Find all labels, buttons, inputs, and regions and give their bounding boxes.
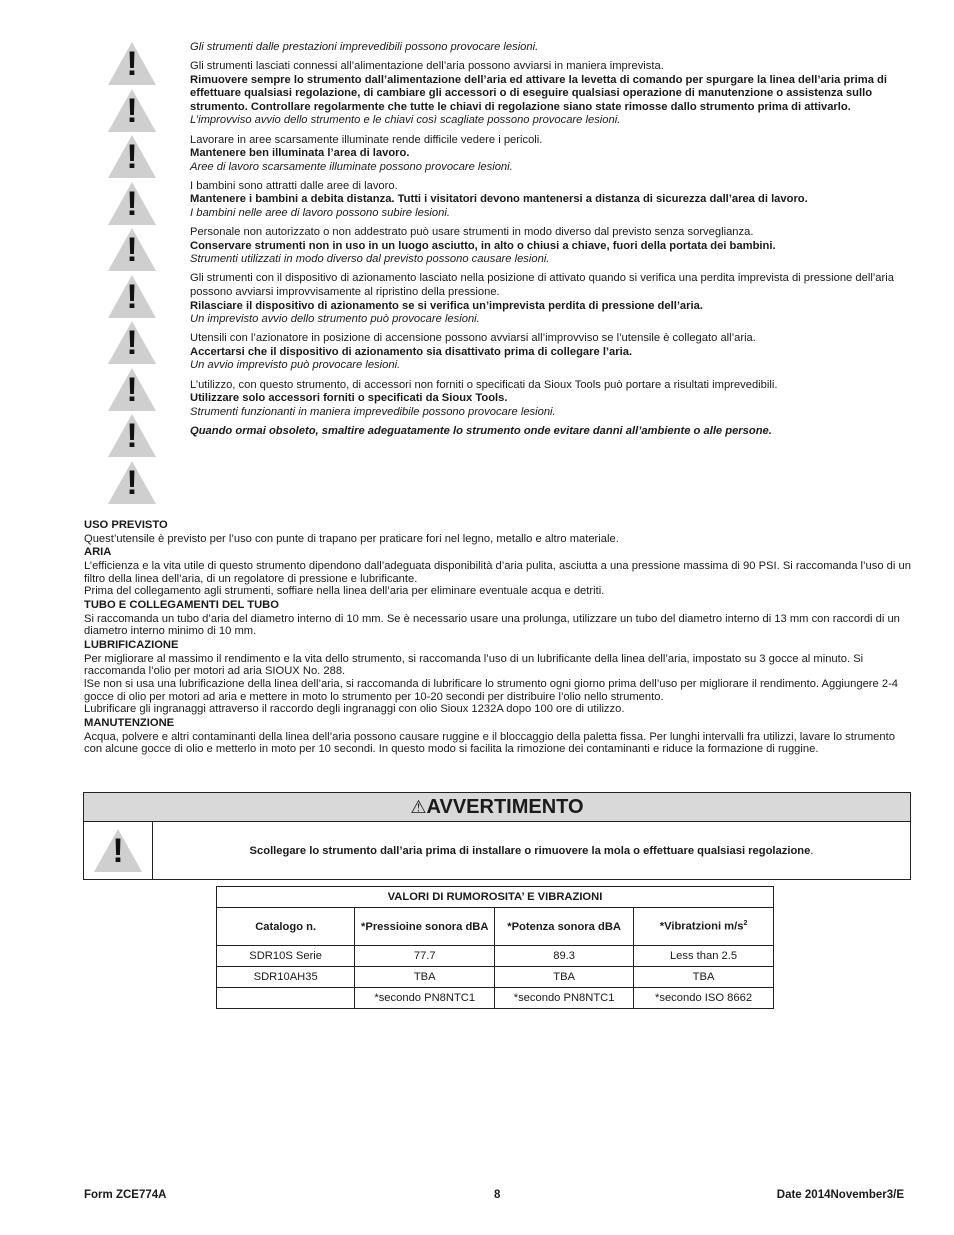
section-paragraph: lSe non si usa una lubrificazione della linea dell’aria, si raccomanda di lubrificare lo strumento ogni giorno prima dell’uso per migliorare il rendimento. Aggiungere 2-4 gocce di olio per motori ad aria e mettere in moto lo strumento per 10-20 secondi per distribuire l’olio nello strumento. — [84, 677, 899, 703]
section-paragraph: Quest’utensile è previsto per l’uso con punte di trapano per praticare fori nel legno, metallo e altro materiale. — [84, 532, 619, 545]
table-header: *Pressioine sonora dBA — [355, 908, 495, 946]
warning-exclamation-icon: ! — [94, 829, 142, 872]
safety-consequence: L’improvviso avvio dello strumento e le chiavi così scagliate possono provocare lesioni. — [190, 114, 621, 127]
warning-exclamation-icon: ! — [108, 135, 156, 178]
table-cell: 89.3 — [495, 946, 634, 967]
noise-vibration-table — [216, 886, 774, 1009]
table-cell: TBA — [495, 967, 634, 988]
table-cell: SDR10S Serie — [217, 946, 355, 967]
table-cell: *secondo PN8NTC1 — [355, 988, 495, 1009]
table-title: VALORI DI RUMOROSITA’ E VIBRAZIONI — [217, 887, 774, 908]
warning-exclamation-icon: ! — [108, 89, 156, 132]
safety-instruction: Mantenere i bambini a debita distanza. Tutti i visitatori devono mantenersi a distanza di sicurezza dall’area di lavoro. — [190, 193, 808, 206]
safety-block — [190, 332, 920, 373]
safety-instruction: Conservare strumenti non in uso in un luogo asciutto, in alto o chiusi a chiave, fuori della portata dei bambini. — [190, 239, 776, 252]
table-cell: SDR10AH35 — [217, 967, 355, 988]
section-paragraph: Lubrificare gli ingranaggi attraverso il raccordo degli ingranaggi con olio Sioux 1232A dopo 100 ore di utilizzo. — [84, 703, 625, 716]
usage-sections — [84, 518, 912, 756]
table-cell: TBA — [355, 967, 495, 988]
section-heading: USO PREVISTO — [84, 519, 168, 531]
safety-hazard: Utensili con l’azionatore in posizione di accensione possono avviarsi all’improvviso se l’utensile è collegato all’aria. — [190, 332, 756, 345]
table-cell: 77.7 — [355, 946, 495, 967]
safety-block — [190, 272, 920, 326]
warning-exclamation-icon: ! — [108, 275, 156, 318]
warning-box — [83, 792, 911, 880]
safety-instruction: Accertarsi che il dispositivo di azionamento sia disattivato prima di collegare l’aria. — [190, 345, 633, 358]
safety-warnings — [190, 41, 920, 444]
safety-hazard: Quando ormai obsoleto, smaltire adeguatamente lo strumento onde evitare danni all’ambiente o alle persone. — [190, 424, 772, 437]
safety-block — [190, 425, 920, 439]
table-cell: *secondo PN8NTC1 — [495, 988, 634, 1009]
warning-exclamation-icon: ! — [108, 368, 156, 411]
warning-exclamation-icon: ! — [108, 414, 156, 457]
safety-instruction: Rimuovere sempre lo strumento dall’alimentazione dell’aria ed attivare la levetta di comando per spurgare la linea dell’aria prima di effettuare qualsiasi regolazione, di cambiare gli accessori o di eseguire qualsiasi operazione di manutenzione o assistenza sullo strumento. Controllare regolarmente che tutte le chiavi di regolazione siano state rimosse dallo strumento prima di attivarlo. — [190, 73, 887, 113]
table-header: *Potenza sonora dBA — [495, 908, 634, 946]
warning-exclamation-icon: ! — [108, 182, 156, 225]
safety-instruction: Rilasciare il dispositivo di azionamento se si verifica un’imprevista perdita di pressione dell’aria. — [190, 299, 703, 312]
safety-block — [190, 134, 920, 175]
warning-exclamation-icon: ! — [108, 321, 156, 364]
safety-consequence: I bambini nelle aree di lavoro possono subire lesioni. — [190, 207, 450, 220]
table-row — [217, 967, 774, 988]
section-paragraph: Prima del collegamento agli strumenti, soffiare nella linea dell’aria per eliminare eventuale acqua e detriti. — [84, 585, 605, 598]
safety-block — [190, 41, 920, 55]
safety-hazard: L’utilizzo, con questo strumento, di accessori non forniti o specificati da Sioux Tools può portare a risultati imprevedibili. — [190, 378, 778, 391]
table-cell: Less than 2.5 — [634, 946, 774, 967]
safety-hazard: I bambini sono attratti dalle aree di lavoro. — [190, 179, 398, 192]
warning-exclamation-icon: ! — [108, 228, 156, 271]
section-paragraph: Acqua, polvere e altri contaminanti della linea dell’aria possono causare ruggine e il bloccaggio della paletta fissa. Per lunghi intervalli fra utilizzi, lavare lo strumento con alcune gocce di olio e metterlo in moto per 10 secondi. In questo modo si facilita la rimozione dei contaminanti e riduce la formazione di ruggine. — [84, 730, 895, 756]
safety-consequence: Strumenti utilizzati in modo diverso dal previsto possono causare lesioni. — [190, 253, 550, 266]
section-heading: LUBRIFICAZIONE — [84, 638, 179, 651]
warning-text-end: . — [810, 844, 814, 857]
safety-consequence: Un imprevisto avvio dello strumento può provocare lesioni. — [190, 313, 480, 326]
section-paragraph: L’efficienza e la vita utile di questo strumento dipendono dall’adeguata disponibilità d’aria pulita, asciutta a una pressione massima di 90 PSI. Si raccomanda l’uso di un filtro della linea dell’aria, di un regolatore di pressione e lubrificante. — [84, 560, 911, 585]
safety-instruction: Mantenere ben illuminata l’area di lavoro. — [190, 147, 410, 160]
warning-exclamation-icon: ! — [108, 461, 156, 504]
warning-exclamation-icon: ! — [108, 42, 156, 85]
document-date: Date 2014November3/E — [776, 1189, 904, 1201]
warning-icons-column — [108, 42, 160, 507]
table-header: *Vibratzioni $m/s^2$ — [634, 908, 774, 946]
form-number: Form ZCE774A — [84, 1189, 167, 1201]
warning-text — [153, 822, 910, 879]
table-row — [217, 988, 774, 1009]
warning-header — [84, 793, 910, 822]
safety-instruction: Utilizzare solo accessori forniti o specificati da Sioux Tools. — [190, 392, 508, 405]
section-heading: ARIA — [84, 546, 112, 559]
section-paragraph: Per migliorare al massimo il rendimento e la vita dello strumento, si raccomanda l’uso di un lubrificante della linea dell’aria, impostato su 3 gocce al minuto. Si raccomanda l’olio per motori ad aria SIOUX No. 288. — [84, 652, 864, 678]
warning-title: AVVERTIMENTO — [426, 796, 584, 818]
warning-text-bold: Scollegare lo strumento dall’aria prima di installare o rimuovere la mola o effettuare qualsiasi regolazione — [249, 844, 811, 857]
safety-consequence: Strumenti funzionanti in maniera imprevedibile possono provocare lesioni. — [190, 405, 556, 418]
warning-icon-cell — [84, 822, 153, 879]
safety-consequence: Gli strumenti dalle prestazioni imprevedibili possono provocare lesioni. — [190, 41, 539, 53]
safety-hazard: Lavorare in aree scarsamente illuminate rende difficile vedere i pericoli. — [190, 133, 543, 146]
safety-block — [190, 226, 920, 267]
safety-hazard: Gli strumenti lasciati connessi all’alimentazione dell’aria possono avviarsi in maniera imprevista. — [190, 60, 664, 73]
warning-triangle-icon: ⚠ — [410, 797, 427, 817]
table-cell: *secondo ISO 8662 — [634, 988, 774, 1009]
safety-consequence: Aree di lavoro scarsamente illuminate possono provocare lesioni. — [190, 160, 513, 173]
safety-block — [190, 60, 920, 128]
page-number: 8 — [494, 1189, 501, 1201]
section-heading: MANUTENZIONE — [84, 716, 175, 729]
safety-block — [190, 379, 920, 420]
table-header: Catalogo n. — [217, 908, 355, 946]
table-cell — [217, 988, 355, 1009]
safety-consequence: Un avvio imprevisto può provocare lesioni. — [190, 359, 401, 372]
table-cell: TBA — [634, 967, 774, 988]
table-row — [217, 946, 774, 967]
section-heading: TUBO E COLLEGAMENTI DEL TUBO — [84, 598, 279, 611]
safety-hazard: Personale non autorizzato o non addestrato può usare strumenti in modo diverso dal previsto senza sorveglianza. — [190, 226, 754, 239]
safety-block — [190, 180, 920, 221]
section-paragraph: Si raccomanda un tubo d’aria del diametro interno di 10 mm. Se è necessario usare una prolunga, utilizzare un tubo del diametro interno di 13 mm con raccordi di un diametro interno minimo di 10 mm. — [84, 612, 900, 638]
safety-hazard: Gli strumenti con il dispositivo di azionamento lasciato nella posizione di attivato quando si verifica una perdita imprevista di pressione dell’aria possono avviarsi improvvisamente al ripristino della pressione. — [190, 272, 894, 298]
